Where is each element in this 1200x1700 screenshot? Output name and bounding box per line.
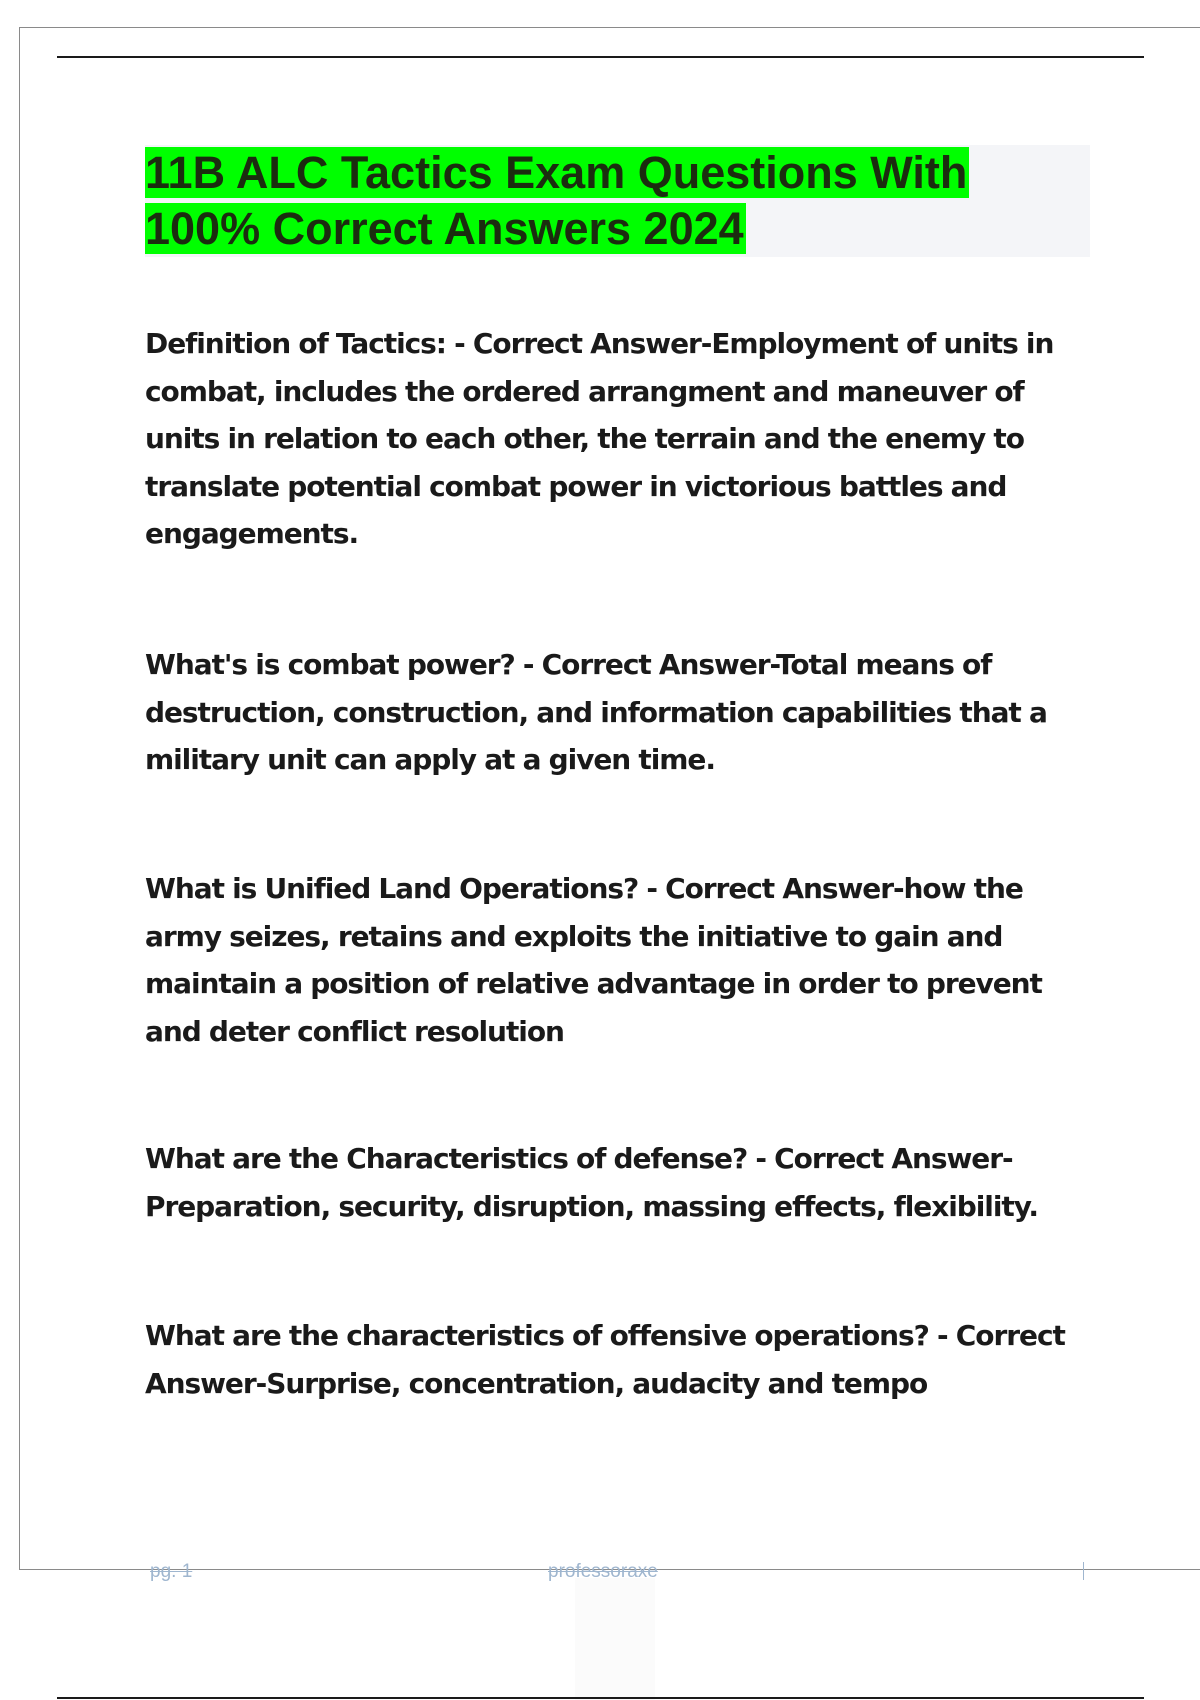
qa-entry-defense-characteristics: What are the Characteristics of defense? - Correct Answer-Preparation, security, disruption, massing effects, flexibility.	[145, 1142, 1038, 1223]
document-title-line-2	[145, 201, 746, 257]
top-rule	[57, 56, 1144, 58]
qa-entry-unified-land-operations: What is Unified Land Operations? - Correct Answer-how the army seizes, retains and exploits the initiative to gain and maintain a position of relative advantage in order to prevent and deter conflict resolution	[145, 872, 1042, 1048]
footer-author: professoraxe	[548, 1561, 658, 1582]
qa-entry-tactics-definition: Definition of Tactics: - Correct Answer-Employment of units in combat, includes the ordered arrangment and maneuver of units in relation to each other, the terrain and the enemy to translate potential combat power in victorious battles and engagements.	[145, 327, 1054, 550]
document-title-line-1	[145, 145, 969, 201]
title-highlight-2: 100% Correct Answers 2024	[145, 203, 744, 254]
footer-mark	[1083, 1562, 1084, 1580]
qa-entry-offensive-characteristics: What are the characteristics of offensive operations? - Correct Answer-Surprise, concentration, audacity and tempo	[145, 1319, 1065, 1400]
footer-shade	[575, 1578, 655, 1700]
qa-entry-combat-power: What's is combat power? - Correct Answer-Total means of destruction, construction, and information capabilities that a military unit can apply at a given time.	[145, 648, 1047, 776]
bottom-rule	[57, 1697, 1144, 1699]
footer-page-number: pg. 1	[150, 1561, 193, 1582]
title-highlight-1: 11B ALC Tactics Exam Questions With	[145, 147, 968, 198]
